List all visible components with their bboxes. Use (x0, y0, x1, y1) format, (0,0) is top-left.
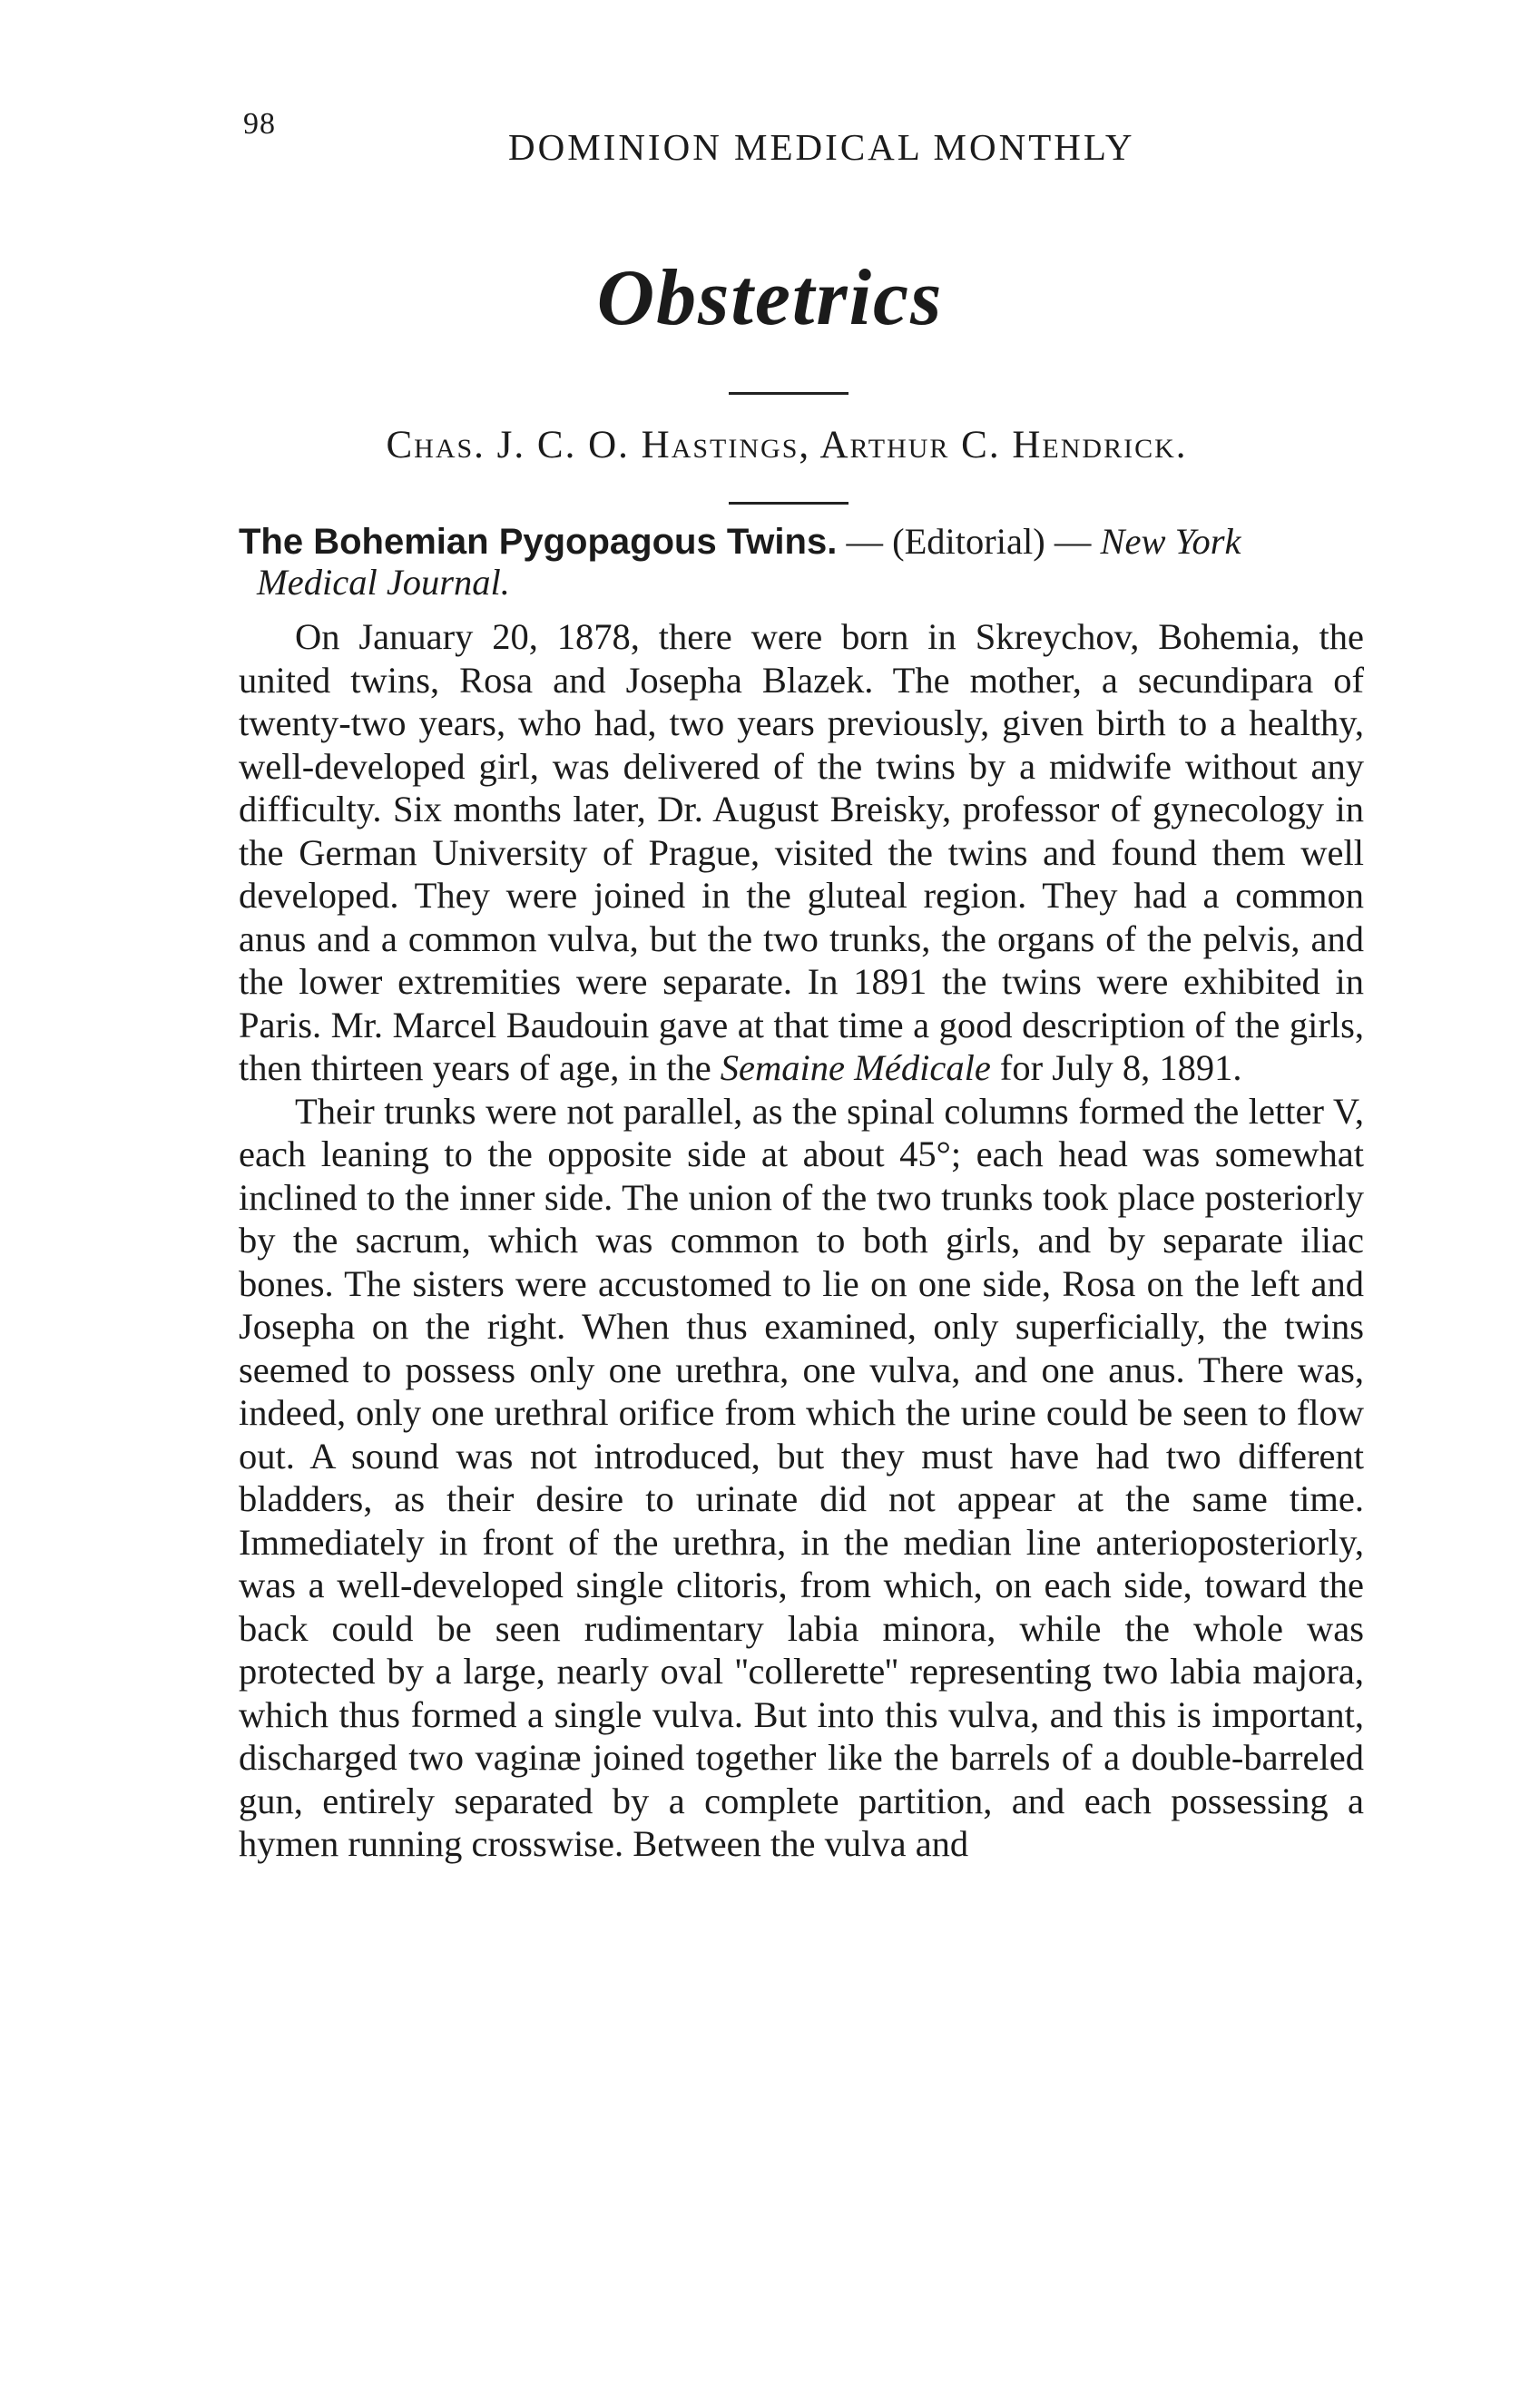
section-editors: Chas. J. C. O. Hastings, Arthur C. Hendrick. (386, 424, 1188, 466)
paragraph-text: On January 20, 1878, there were born in Skreychov, Bohemia, the united twins, Rosa and Josepha Blazek. The mother, a secundipara of twenty-two years, who had, two years previously, given birth to a healthy, well-developed girl, was delivered of the twins by a midwife without any difficulty. Six months later, Dr. August Breisky, professor of gynecology in the German University of Prague, visited the twins and found them well developed. They were joined in the gluteal region. They had a common anus and a common vulva, but the two trunks, the organs of the pelvis, and the lower extremities were separate. In 1891 the twins were exhibited in Paris. Mr. Marcel Baudouin gave at that time a good description of the girls, then thirteen years of age, in the (239, 616, 1364, 1088)
section-title: Obstetrics (596, 254, 944, 342)
article-paragraph (239, 615, 1364, 1090)
article (239, 520, 1364, 1866)
article-source-name: New York (1100, 521, 1241, 562)
divider-rule (729, 392, 848, 395)
article-heading (239, 520, 1364, 564)
divider-rule (729, 502, 848, 505)
page-number: 98 (243, 107, 276, 141)
article-title: The Bohemian Pygopagous Twins. (239, 522, 838, 562)
article-source-continuation: Medical Journal. (257, 562, 510, 603)
paragraph-text: for July 8, 1891. (990, 1047, 1242, 1088)
article-source-prefix: — (Editorial) — (837, 521, 1101, 562)
running-head (243, 107, 1368, 168)
journal-name: DOMINION MEDICAL MONTHLY (508, 126, 1135, 168)
article-paragraph: Their trunks were not parallel, as the spinal columns formed the letter V, each leaning to the opposite side at about 45°; each head was somewhat inclined to the inner side. The union of the two trunks took place posteriorly by the sacrum, which was common to both girls, and by separate iliac bones. The sisters were accustomed to lie on one side, Rosa on the left and Josepha on the right. When thus examined, only superficially, the twins seemed to possess only one urethra, one vulva, and one anus. There was, indeed, only one urethral orifice from which the urine could be seen to flow out. A sound was not introduced, but they must have had two different bladders, as their desire to urinate did not appear at the same time. Immediately in front of the urethra, in the median line anterioposteriorly, was a well-developed single clitoris, from which, on each side, toward the back could be seen rudimentary labia minora, while the whole was protected by a large, nearly oval ''collerette'' representing two labia majora, which thus formed a single vulva. But into this vulva, and this is important, discharged two vaginæ joined together like the barrels of a double-barreled gun, entirely separated by a complete partition, and each possessing a hymen running crosswise. Between the vulva and (239, 1090, 1364, 1864)
cited-publication: Semaine Médicale (720, 1047, 991, 1088)
